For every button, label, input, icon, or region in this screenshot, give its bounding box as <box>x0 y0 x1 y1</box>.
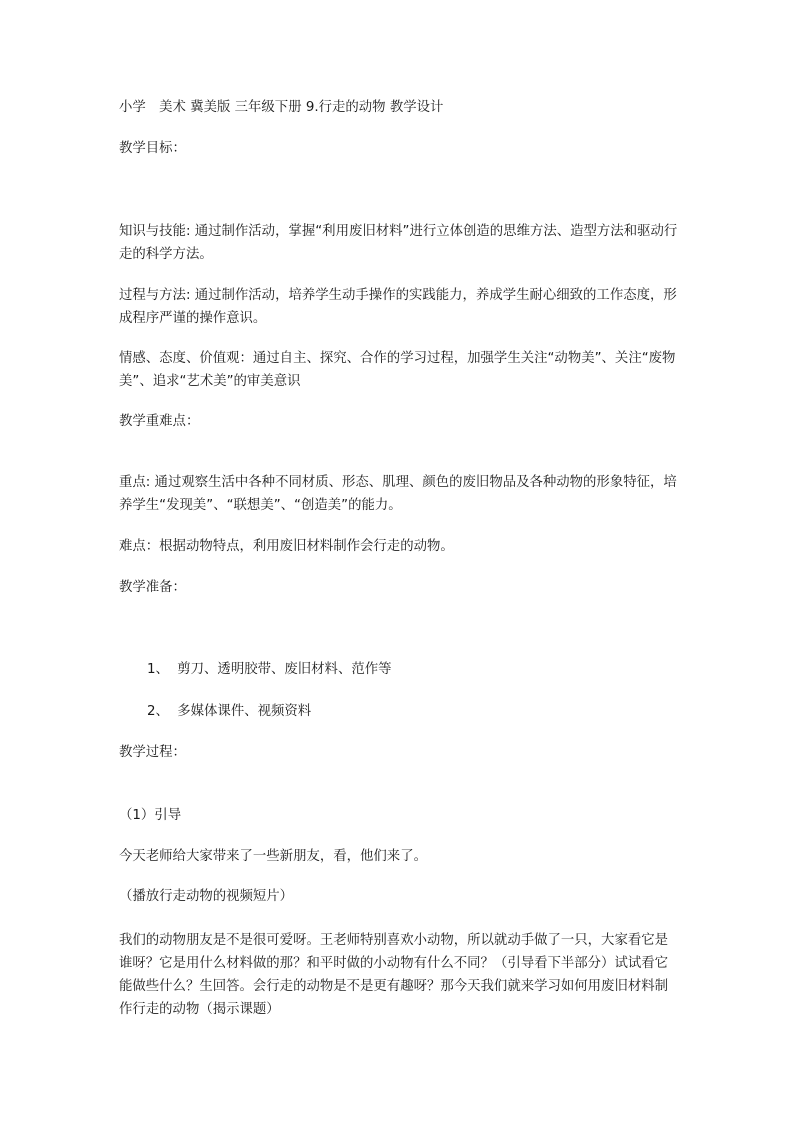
preparation-item-2 <box>147 700 311 723</box>
preparation-item-number: 1、 <box>147 662 169 677</box>
procedure-heading: 教学过程： <box>119 745 186 760</box>
procedure-discussion: 我们的动物朋友是不是很可爱呀。王老师特别喜欢小动物，所以就动手做了一只，大家看它是谁呀？它是用什么材料做的那？和平时做的小动物有什么不同？（引导看下半部分）试试看它能做些什么？生回答。会行走的动物是不是更有趣呀？那今天我们就来学习如何用废旧材料制作行走的动物（揭示课题） <box>119 933 669 1017</box>
preparation-item-1 <box>147 658 392 681</box>
key-point-difficulty: 难点：根据动物特点，利用废旧材料制作会行走的动物。 <box>119 539 454 554</box>
preparation-item-number: 2、 <box>147 704 169 719</box>
procedure-video: （播放行走动物的视频短片） <box>119 889 294 904</box>
procedure-step-1: （1）引导 <box>119 808 182 823</box>
preparation-item-text: 多媒体课件、视频资料 <box>177 704 312 719</box>
document-title: 小学 美术 冀美版 三年级下册 9.行走的动物 教学设计 <box>119 100 444 115</box>
objective-process: 过程与方法: 通过制作活动，培养学生动手操作的实践能力，养成学生耐心细致的工作态度，形成程序严谨的操作意识。 <box>119 288 677 326</box>
procedure-intro: 今天老师给大家带来了一些新朋友，看，他们来了。 <box>119 849 427 864</box>
objective-knowledge: 知识与技能: 通过制作活动，掌握“利用废旧材料”进行立体创造的思维方法、造型方法和驱动行走的科学方法。 <box>119 224 678 262</box>
preparation-heading: 教学准备： <box>119 580 186 595</box>
key-points-heading: 教学重难点： <box>119 414 200 429</box>
key-point-focus: 重点: 通过观察生活中各种不同材质、形态、肌理、颜色的废旧物品及各种动物的形象特征，培养学生“发现美”、“联想美”、“创造美”的能力。 <box>119 475 677 513</box>
objective-emotion: 情感、态度、价值观：通过自主、探究、合作的学习过程，加强学生关注“动物美”、关注“废物美”、追求“艺术美”的审美意识 <box>119 351 676 389</box>
preparation-item-text: 剪刀、透明胶带、废旧材料、范作等 <box>177 662 392 677</box>
objectives-heading: 教学目标： <box>119 141 186 156</box>
